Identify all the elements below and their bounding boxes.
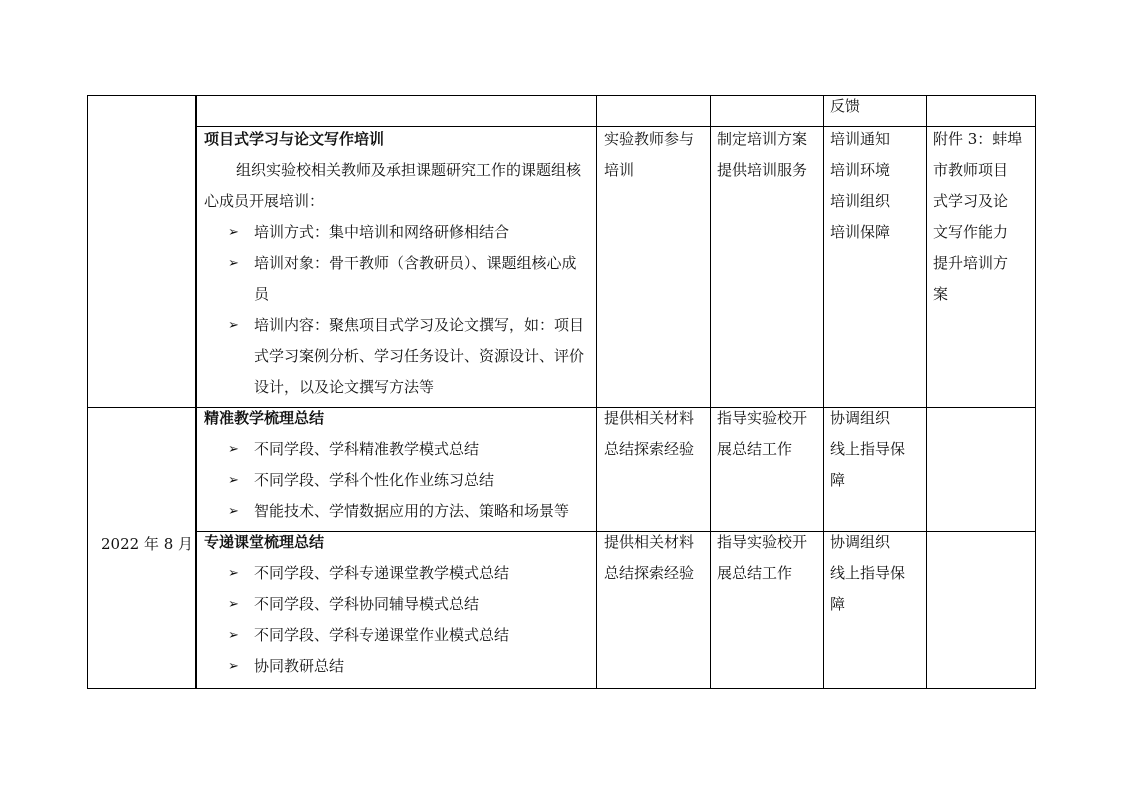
- list-item: ➢ 不同学段、学科协同辅导模式总结: [204, 589, 590, 620]
- cell-materials: 提供相关材料 总结探索经验: [604, 409, 695, 458]
- list-item: ➢ 协同教研总结: [204, 651, 590, 682]
- section-title: 精准教学梳理总结: [204, 409, 325, 427]
- col-border: [87, 95, 88, 689]
- col-border: [596, 95, 597, 689]
- arrowhead-bullet-icon: ➢: [228, 566, 239, 581]
- section-title: 专递课堂梳理总结: [204, 533, 325, 551]
- arrowhead-bullet-icon: ➢: [228, 504, 239, 519]
- arrowhead-bullet-icon: ➢: [228, 318, 239, 333]
- arrowhead-bullet-icon: ➢: [228, 256, 239, 271]
- list-item: ➢ 不同学段、学科精准教学模式总结: [204, 434, 590, 465]
- list-item: ➢ 培训内容：聚焦项目式学习及论文撰写，如：项目式学习案例分析、学习任务设计、资源设计、评价设计，以及论文撰写方法等: [204, 310, 590, 403]
- list-item: ➢ 培训方式：集中培训和网络研修相结合: [204, 217, 590, 248]
- cell-support: 培训通知 培训环境 培训组织 培训保障: [830, 130, 891, 241]
- list-item: ➢ 不同学段、学科专递课堂教学模式总结: [204, 558, 590, 589]
- row-precision-teaching: [204, 403, 590, 527]
- col-border: [195, 95, 197, 689]
- list-item: ➢ 智能技术、学情数据应用的方法、策略和场景等: [204, 496, 590, 527]
- plan-table: [87, 95, 1036, 689]
- paragraph: 组织实验校相关教师及承担课题研究工作的课题组核心成员开展培训：: [204, 161, 582, 210]
- cell-materials: 提供相关材料 总结探索经验: [604, 533, 695, 582]
- table-border-top: [87, 95, 1036, 96]
- arrowhead-bullet-icon: ➢: [228, 225, 239, 240]
- arrowhead-bullet-icon: ➢: [228, 473, 239, 488]
- table-border-bottom: [87, 688, 1036, 689]
- col-border: [1035, 95, 1036, 689]
- row-training: [204, 124, 590, 403]
- col-border: [823, 95, 824, 689]
- cell-guidance: 指导实验校开 展总结工作: [717, 533, 808, 582]
- date-cell: 2022 年 8 月: [101, 535, 194, 553]
- col-border: [710, 95, 711, 689]
- col-border: [926, 95, 927, 689]
- arrowhead-bullet-icon: ➢: [228, 597, 239, 612]
- arrowhead-bullet-icon: ➢: [228, 442, 239, 457]
- cell-participants: 实验教师参与 培训: [604, 130, 695, 179]
- cell-plan: 制定培训方案 提供培训服务: [717, 130, 808, 179]
- arrowhead-bullet-icon: ➢: [228, 628, 239, 643]
- list-item: ➢ 不同学段、学科个性化作业练习总结: [204, 465, 590, 496]
- list-item: ➢ 不同学段、学科专递课堂作业模式总结: [204, 620, 590, 651]
- cell-guidance: 指导实验校开 展总结工作: [717, 409, 808, 458]
- cell-coordination: 协调组织 线上指导保 障: [830, 533, 906, 613]
- section-title: 项目式学习与论文写作培训: [204, 130, 385, 148]
- row-remote-classroom: [204, 527, 590, 682]
- cell-coordination: 协调组织 线上指导保 障: [830, 409, 906, 489]
- arrowhead-bullet-icon: ➢: [228, 659, 239, 674]
- cell-feedback: 反馈: [830, 97, 861, 115]
- list-item: ➢ 培训对象：骨干教师（含教研员）、课题组核心成员: [204, 248, 590, 310]
- cell-attachment: 附件 3：蚌埠 市教师项目 式学习及论 文写作能力 提升培训方 案: [933, 130, 1023, 303]
